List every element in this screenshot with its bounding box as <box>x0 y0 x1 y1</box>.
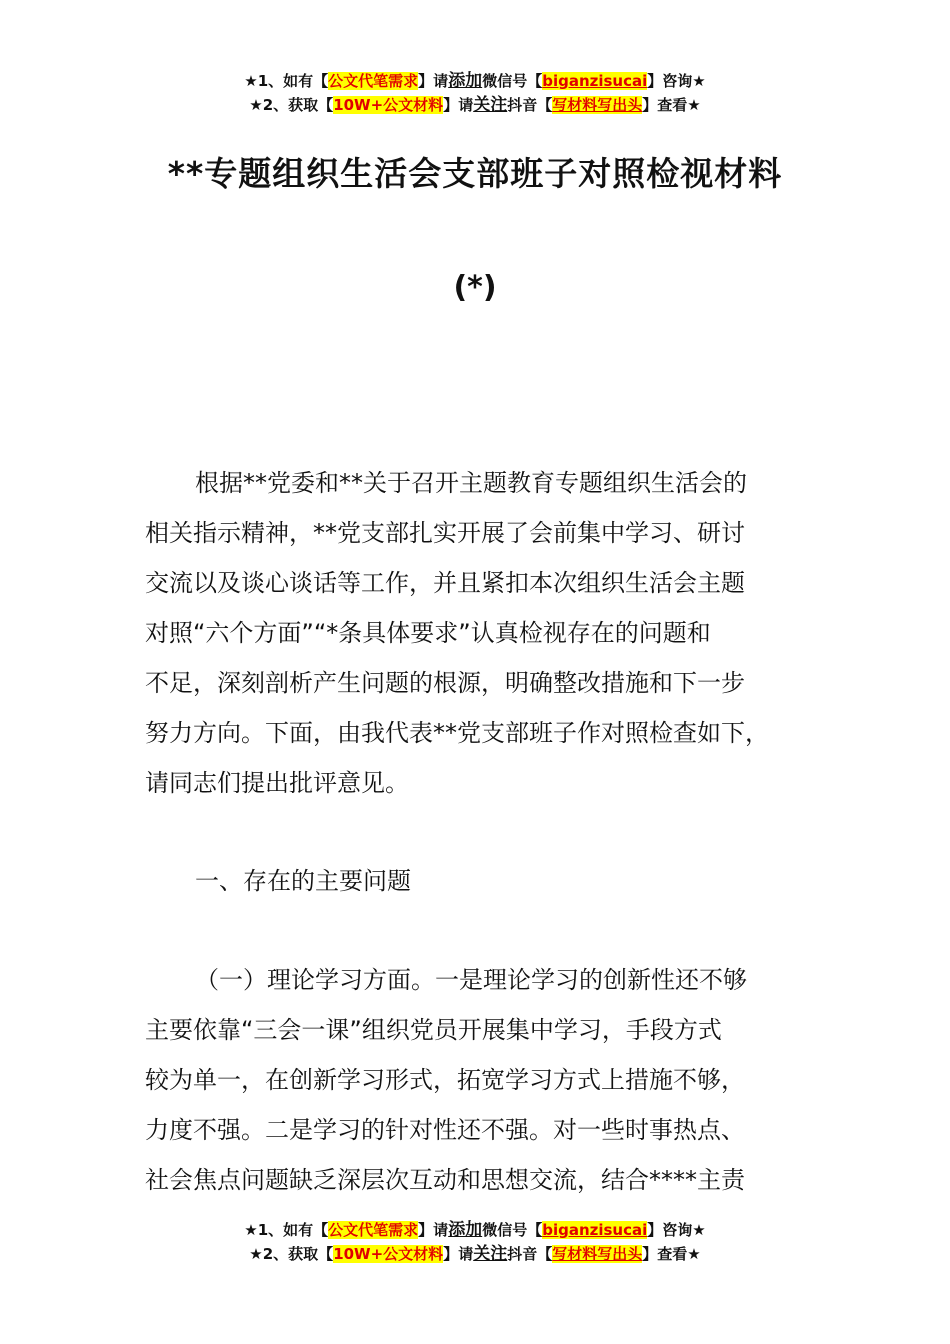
highlight-text: 10W+公文材料 <box>333 96 444 114</box>
text-line: 力度不强。二是学习的针对性还不强。对一些时事热点、 <box>145 1116 745 1144</box>
text: ★1、如有【 <box>244 1221 329 1239</box>
underlined-text: 添加 <box>448 1220 483 1240</box>
promo-line-1 <box>0 1218 950 1242</box>
text: 抖音【 <box>507 1245 553 1263</box>
paragraph-intro <box>145 458 845 808</box>
text-line: 相关指示精神，**党支部扎实开展了会前集中学习、研讨 <box>145 519 745 547</box>
douyin-id: 写材料写出头 <box>552 96 643 114</box>
text: 】咨询★ <box>647 1221 706 1239</box>
section-heading <box>145 856 845 906</box>
text-line: 对照“六个方面”“*条具体要求”认真检视存在的问题和 <box>145 619 711 647</box>
text: 】查看★ <box>642 96 701 114</box>
text-line: 请同志们提出批评意见。 <box>145 769 409 797</box>
text: 】请 <box>418 72 449 90</box>
promo-banner-top <box>0 69 950 117</box>
text-line: （一）理论学习方面。一是理论学习的创新性还不够 <box>195 966 747 994</box>
wechat-id: biganzisucai <box>542 72 648 90</box>
wechat-id: biganzisucai <box>542 1221 648 1239</box>
text: ★2、获取【 <box>249 1245 334 1263</box>
text-line: 努力方向。下面，由我代表**党支部班子作对照检查如下， <box>145 719 769 747</box>
promo-line-1 <box>0 69 950 93</box>
document-subtitle: (*) <box>453 270 497 305</box>
promo-line-2 <box>0 1242 950 1266</box>
highlight-text: 公文代笔需求 <box>328 72 419 90</box>
paragraph-theory <box>145 955 845 1205</box>
text-line: 根据**党委和**关于召开主题教育专题组织生活会的 <box>195 469 747 497</box>
promo-line-2 <box>0 93 950 117</box>
underlined-text: 添加 <box>448 71 483 91</box>
text: 微信号【 <box>482 1221 543 1239</box>
text: 】查看★ <box>642 1245 701 1263</box>
promo-banner-bottom <box>0 1218 950 1266</box>
highlight-text: 10W+公文材料 <box>333 1245 444 1263</box>
text: 】请 <box>443 96 474 114</box>
text-line: 主要依靠“三会一课”组织党员开展集中学习，手段方式 <box>145 1016 722 1044</box>
douyin-id: 写材料写出头 <box>552 1245 643 1263</box>
document-title: **专题组织生活会支部班子对照检视材料 <box>167 154 783 193</box>
text-line: 交流以及谈心谈话等工作，并且紧扣本次组织生活会主题 <box>145 569 745 597</box>
text: 】请 <box>443 1245 474 1263</box>
underlined-text: 关注 <box>473 1244 508 1264</box>
heading-line: 一、存在的主要问题 <box>195 867 411 895</box>
text-line: 社会焦点问题缺乏深层次互动和思想交流，结合****主责 <box>145 1166 745 1194</box>
text: 抖音【 <box>507 96 553 114</box>
text-line: 不足，深刻剖析产生问题的根源，明确整改措施和下一步 <box>145 669 745 697</box>
text-line: 较为单一，在创新学习形式，拓宽学习方式上措施不够， <box>145 1066 745 1094</box>
text: ★1、如有【 <box>244 72 329 90</box>
text: 微信号【 <box>482 72 543 90</box>
text: ★2、获取【 <box>249 96 334 114</box>
text: 】请 <box>418 1221 449 1239</box>
underlined-text: 关注 <box>473 95 508 115</box>
highlight-text: 公文代笔需求 <box>328 1221 419 1239</box>
text: 】咨询★ <box>647 72 706 90</box>
